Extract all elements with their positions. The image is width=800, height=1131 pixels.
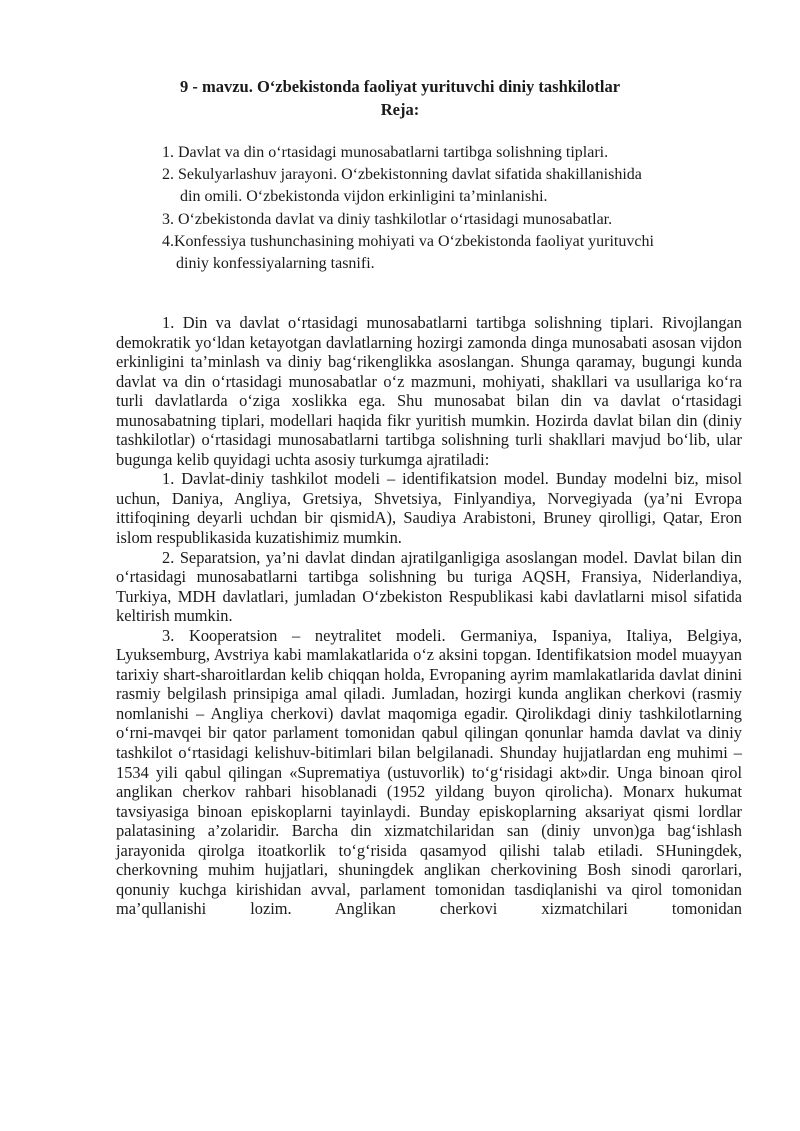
document-title: 9 - mavzu. O‘zbekistonda faoliyat yurituvchi diniy tashkilotlar [179, 77, 621, 96]
plan-item: 4.Konfessiya tushunchasining mohiyati va O‘zbekistonda faoliyat yurituvchi [162, 233, 654, 250]
plan-item-continuation: din omili. O‘zbekistonda vijdon erkinligini ta’minlanishi. [180, 188, 548, 205]
paragraph: 1. Din va davlat o‘rtasidagi munosabatlarni tartibga solishning tiplari. Rivojlangan demokratik yo‘ldan ketayotgan davlatlarning hozirgi zamonda dinga munosabati asosan vijdon erkinligini ta’minlash va diniy bag‘rikenglikka asoslangan. Shunga qaramay, bugungi kunda davlat va din o‘rtasidagi munosabatlar o‘z mazmuni, mohiyati, shakllari va usullariga ko‘ra turli davlatlarda o‘ziga xoslikka ega. Shu munosabat bilan din va davlat o‘rtasidagi munosabatning tiplari, modellari haqida fikr yuritish mumkin. Hozirda davlat bilan din (diniy tashkilotlar) o‘rtasidagi munosabatlarni tartibga solishning turli shakllari mavjud bo‘lib, ular bugunga kelib quyidagi uchta asosiy turkumga ajratiladi: [116, 313, 742, 469]
paragraph: 2. Separatsion, ya’ni davlat dindan ajratilganligiga asoslangan model. Davlat bilan din o‘rtasidagi munosabatlarni tartibga solishning bu turiga AQSH, Fransiya, Niderlandiya, Turkiya, MDH davlatlari, jumladan O‘zbekiston Respublikasi kabi davlatlarni misol sifatida keltirish mumkin. [116, 547, 742, 626]
plan-item-continuation: diniy konfessiyalarning tasnifi. [176, 255, 375, 272]
plan-item: 2. Sekulyarlashuv jarayoni. O‘zbekistonning davlat sifatida shakillanishida [162, 166, 642, 183]
document-body [116, 313, 742, 919]
plan-item: 3. O‘zbekistonda davlat va diniy tashkilotlar o‘rtasidagi munosabatlar. [162, 211, 613, 228]
paragraph: 1. Davlat-diniy tashkilot modeli – identifikatsion model. Bunday modelni biz, misol uchun, Daniya, Angliya, Gretsiya, Shvetsiya, Finlyandiya, Norvegiyada (ya’ni Evropa ittifoqining deyarli uchdan bir qismidA), Saudiya Arabistoni, Bruney qirolligi, Qatar, Eron islom respublikasida kuzatishimiz mumkin. [116, 469, 742, 548]
paragraph: 3. Kooperatsion – neytralitet modeli. Germaniya, Ispaniya, Italiya, Belgiya, Lyuksemburg, Avstriya kabi mamlakatlarida o‘z aksini topgan. Identifikatsion model muayyan tarixiy shart-sharoitlardan kelib chiqqan holda, Evropaning ayrim mamlakatlarida davlat dinini rasmiy belgilash prinsipiga amal qiladi. Jumladan, hozirgi kunda anglikan cherkovi (rasmiy nomlanishi – Angliya cherkovi) davlat maqomiga egadir. Qirolikdagi diniy tashkilotlarning o‘rni-mavqei bir qator parlament tomonidan qabul qilingan qonunlar hamda davlat va diniy tashkilot o‘rtasidagi kelishuv-bitimlari bilan belgilanadi. Shunday hujjatlardan eng muhimi – 1534 yili qabul qilingan «Suprematiya (ustuvorlik) to‘g‘risidagi akt»dir. Unga binoan qirol anglikan cherkov rahbari hisoblanadi (1952 yildang buyon qirolicha). Monarx hukumat tavsiyasiga binoan episkoplarni tayinlaydi. Bunday episkoplarning aksariyat qismi lordlar palatasining a’zolaridir. Barcha din xizmatchilaridan san (diniy unvon)ga bag‘ishlash jarayonida qirolga itoatkorlik to‘g‘risida qasamyod qilishi talab etiladi. SHuningdek, cherkovning muhim hujjatlari, shuningdek anglikan cherkovining Bosh sinodi qarorlari, qonuniy kuchga kirishidan avval, parlament tomonidan tasdiqlanishi va qirol tomonidan ma’qullanishi lozim. Anglikan cherkovi xizmatchilari tomonidan [116, 625, 742, 919]
plan-item: 1. Davlat va din o‘rtasidagi munosabatlarni tartibga solishning tiplari. [162, 144, 609, 161]
plan-heading: Reja: [380, 100, 420, 119]
